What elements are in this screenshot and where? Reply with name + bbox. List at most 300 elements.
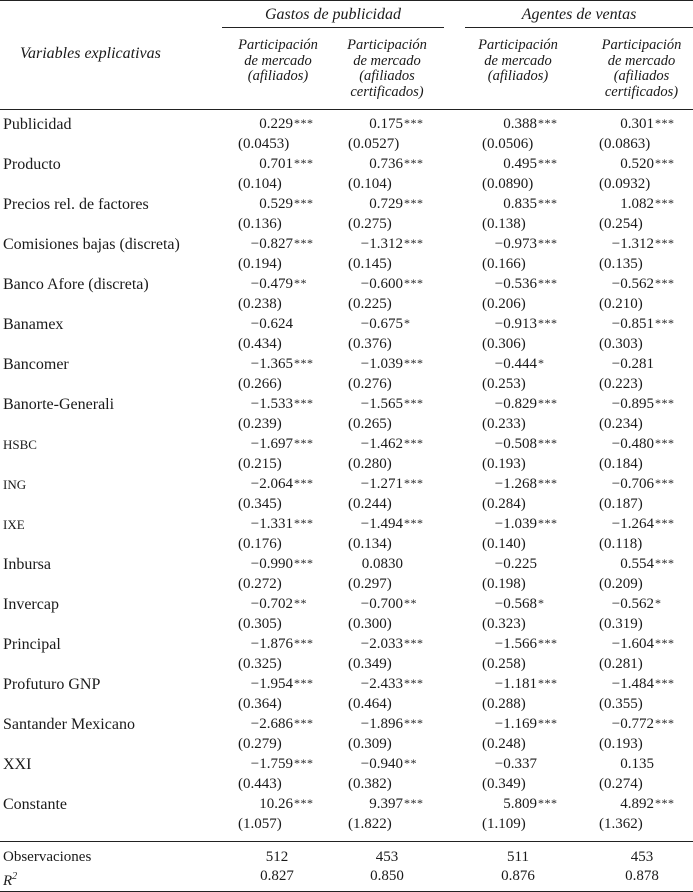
coefficient-cell <box>343 396 403 413</box>
standard-error-cell: (0.355) <box>599 696 643 712</box>
significance-stars: *** <box>538 476 558 490</box>
standard-error-cell: (0.210) <box>599 296 643 312</box>
column-header-1-line-3: (afiliados) <box>247 68 309 84</box>
coefficient-cell <box>343 276 403 293</box>
coefficient-cell <box>343 156 403 173</box>
r-squared-value: 0.827 <box>260 868 294 884</box>
coefficient-cell <box>594 396 654 413</box>
standard-error-cell: (0.104) <box>238 176 282 192</box>
standard-error-cell: (0.279) <box>238 736 282 752</box>
coefficient-cell <box>343 556 403 573</box>
coefficient-cell <box>233 596 293 613</box>
standard-error-cell: (0.234) <box>599 416 643 432</box>
coefficient-value: −0.851 <box>611 316 654 332</box>
coefficient-value: −0.562 <box>611 596 654 612</box>
significance-stars: *** <box>404 196 424 210</box>
standard-error-cell: (0.0890) <box>482 176 534 192</box>
coefficient-cell <box>477 716 537 733</box>
coefficient-value: −1.565 <box>360 396 403 412</box>
significance-stars: *** <box>655 396 675 410</box>
coefficient-value: 0.729 <box>369 196 403 212</box>
row-label: Profuturo GNP <box>3 676 101 693</box>
coefficient-value: −0.568 <box>494 596 537 612</box>
standard-error-cell: (0.272) <box>238 576 282 592</box>
row-label: Bancomer <box>3 356 69 373</box>
significance-stars: *** <box>294 236 314 250</box>
body-bottom-rule <box>0 841 693 842</box>
standard-error-cell: (0.443) <box>238 776 282 792</box>
coefficient-value: −2.686 <box>250 716 293 732</box>
coefficient-cell <box>233 396 293 413</box>
standard-error-cell: (0.233) <box>482 416 526 432</box>
coefficient-value: −0.508 <box>494 436 537 452</box>
standard-error-cell: (0.323) <box>482 616 526 632</box>
standard-error-cell: (0.275) <box>348 216 392 232</box>
significance-stars: *** <box>655 556 675 570</box>
standard-error-cell: (0.325) <box>238 656 282 672</box>
coefficient-value: −0.480 <box>611 436 654 452</box>
coefficient-cell <box>594 356 654 373</box>
coefficient-cell <box>477 556 537 573</box>
significance-stars: *** <box>655 516 675 530</box>
coefficient-cell <box>477 796 537 813</box>
standard-error-cell: (0.0506) <box>482 136 534 152</box>
column-header-1-line-2: de mercado <box>244 52 312 69</box>
significance-stars: *** <box>655 116 675 130</box>
coefficient-value: −0.225 <box>494 556 537 572</box>
significance-stars: *** <box>294 556 314 570</box>
row-label: Constante <box>3 796 67 813</box>
coefficient-cell <box>233 676 293 693</box>
significance-stars: *** <box>294 676 314 690</box>
significance-stars: * <box>538 596 545 610</box>
row-label: HSBC <box>3 437 37 452</box>
significance-stars: * <box>655 596 662 610</box>
coefficient-cell <box>594 516 654 533</box>
significance-stars: ** <box>404 596 417 610</box>
standard-error-cell: (0.349) <box>348 656 392 672</box>
group1-rule <box>222 27 444 28</box>
group-header-sales-agents: Agentes de ventas <box>521 6 637 23</box>
row-label: Banamex <box>3 316 64 333</box>
coefficient-value: 0.301 <box>620 116 654 132</box>
standard-error-cell: (0.244) <box>348 496 392 512</box>
significance-stars: *** <box>538 796 558 810</box>
column-header-4-line-3: (afiliados <box>613 68 670 84</box>
coefficient-value: 0.835 <box>503 196 537 212</box>
significance-stars: ** <box>294 596 307 610</box>
coefficient-cell <box>343 756 403 773</box>
coefficient-cell <box>477 196 537 213</box>
coefficient-value: −0.624 <box>250 316 293 332</box>
header-bottom-rule <box>0 109 693 110</box>
significance-stars: * <box>538 356 545 370</box>
coefficient-cell <box>594 596 654 613</box>
significance-stars: *** <box>294 396 314 410</box>
coefficient-cell <box>477 436 537 453</box>
coefficient-value: −1.462 <box>360 436 403 452</box>
coefficient-value: −1.896 <box>360 716 403 732</box>
standard-error-cell: (0.0863) <box>599 136 651 152</box>
coefficient-value: −1.271 <box>360 476 403 492</box>
standard-error-cell: (0.138) <box>482 216 526 232</box>
coefficient-value: −1.312 <box>611 236 654 252</box>
coefficient-value: 0.175 <box>369 116 403 132</box>
significance-stars: *** <box>404 516 424 530</box>
row-label: Banco Afore (discreta) <box>3 276 149 293</box>
standard-error-cell: (0.134) <box>348 536 392 552</box>
significance-stars: *** <box>538 236 558 250</box>
standard-error-cell: (0.319) <box>599 616 643 632</box>
standard-error-cell: (0.284) <box>482 496 526 512</box>
coefficient-cell <box>594 556 654 573</box>
coefficient-cell <box>343 356 403 373</box>
significance-stars: ** <box>294 276 307 290</box>
significance-stars: *** <box>294 516 314 530</box>
coefficient-value: −0.479 <box>250 276 293 292</box>
standard-error-cell: (0.305) <box>238 616 282 632</box>
column-header-2-line-3: (afiliados <box>359 68 415 84</box>
row-label: XXI <box>3 756 32 773</box>
significance-stars: *** <box>294 436 314 450</box>
coefficient-cell <box>233 116 293 133</box>
coefficient-cell <box>233 436 293 453</box>
significance-stars: *** <box>538 716 558 730</box>
observations-label: Observaciones <box>3 849 92 865</box>
standard-error-cell: (0.274) <box>599 776 643 792</box>
standard-error-cell: (0.239) <box>238 416 282 432</box>
group2-rule <box>465 27 693 28</box>
significance-stars: *** <box>655 636 675 650</box>
significance-stars: *** <box>404 636 424 650</box>
standard-error-cell: (0.194) <box>238 256 282 272</box>
significance-stars: *** <box>655 796 675 810</box>
standard-error-cell: (0.364) <box>238 696 282 712</box>
coefficient-value: −2.033 <box>360 636 403 652</box>
significance-stars: *** <box>404 396 424 410</box>
column-header-4-line-2: de mercado <box>607 52 676 69</box>
coefficient-cell <box>233 716 293 733</box>
significance-stars: *** <box>655 676 675 690</box>
coefficient-value: 0.229 <box>259 116 293 132</box>
coefficient-value: −0.702 <box>250 596 293 612</box>
standard-error-cell: (0.306) <box>482 336 526 352</box>
coefficient-cell <box>477 596 537 613</box>
coefficient-cell <box>594 156 654 173</box>
standard-error-cell: (0.253) <box>482 376 526 392</box>
coefficient-value: −1.331 <box>250 516 293 532</box>
significance-stars: *** <box>655 316 675 330</box>
top-rule <box>0 0 693 1</box>
coefficient-value: −0.772 <box>611 716 654 732</box>
coefficient-value: −0.281 <box>611 356 654 372</box>
coefficient-cell <box>594 716 654 733</box>
observations-value: 453 <box>375 849 399 865</box>
coefficient-cell <box>477 476 537 493</box>
significance-stars: *** <box>294 116 314 130</box>
standard-error-cell: (0.281) <box>599 656 643 672</box>
significance-stars: *** <box>538 316 558 330</box>
coefficient-cell <box>343 236 403 253</box>
coefficient-cell <box>343 116 403 133</box>
standard-error-cell: (0.209) <box>599 576 643 592</box>
coefficient-cell <box>343 476 403 493</box>
standard-error-cell: (0.0527) <box>348 136 400 152</box>
column-header-4-line-4: certificados) <box>604 83 679 100</box>
coefficient-value: −0.940 <box>360 756 403 772</box>
significance-stars: *** <box>538 156 558 170</box>
standard-error-cell: (0.345) <box>238 496 282 512</box>
significance-stars: *** <box>655 196 675 210</box>
coefficient-cell <box>477 156 537 173</box>
significance-stars: *** <box>538 276 558 290</box>
standard-error-cell: (0.288) <box>482 696 526 712</box>
standard-error-cell: (0.225) <box>348 296 392 312</box>
coefficient-cell <box>343 436 403 453</box>
significance-stars: *** <box>404 236 424 250</box>
coefficient-value: 0.701 <box>259 156 293 172</box>
coefficient-cell <box>594 236 654 253</box>
coefficient-cell <box>594 276 654 293</box>
significance-stars: *** <box>655 476 675 490</box>
coefficient-value: 4.892 <box>620 796 654 812</box>
coefficient-cell <box>594 316 654 333</box>
significance-stars: *** <box>404 436 424 450</box>
standard-error-cell: (0.248) <box>482 736 526 752</box>
coefficient-value: −0.913 <box>494 316 537 332</box>
coefficient-value: −1.181 <box>494 676 537 692</box>
row-label: Publicidad <box>3 116 72 133</box>
standard-error-cell: (0.382) <box>348 776 392 792</box>
coefficient-value: −0.600 <box>360 276 403 292</box>
coefficient-cell <box>233 196 293 213</box>
coefficient-value: −1.759 <box>250 756 293 772</box>
observations-value: 511 <box>507 849 529 865</box>
standard-error-cell: (1.362) <box>599 816 643 832</box>
standard-error-cell: (0.206) <box>482 296 526 312</box>
variables-column-header: Variables explicativas <box>20 45 161 62</box>
standard-error-cell: (0.254) <box>599 216 643 232</box>
coefficient-cell <box>233 556 293 573</box>
standard-error-cell: (0.297) <box>348 576 392 592</box>
coefficient-value: 5.809 <box>503 796 537 812</box>
r-squared-label: $R^2$ <box>3 871 18 889</box>
significance-stars: *** <box>655 236 675 250</box>
standard-error-cell: (0.184) <box>599 456 643 472</box>
coefficient-value: 0.135 <box>620 756 654 772</box>
significance-stars: *** <box>538 676 558 690</box>
coefficient-value: −1.876 <box>250 636 293 652</box>
significance-stars: *** <box>294 476 314 490</box>
r-squared-value: 0.878 <box>625 868 659 884</box>
coefficient-cell <box>233 796 293 813</box>
significance-stars: *** <box>538 636 558 650</box>
coefficient-cell <box>343 796 403 813</box>
coefficient-value: 9.397 <box>369 796 403 812</box>
coefficient-value: −0.337 <box>494 756 537 772</box>
significance-stars: *** <box>655 716 675 730</box>
significance-stars: *** <box>404 276 424 290</box>
significance-stars: *** <box>294 796 314 810</box>
coefficient-value: −1.365 <box>250 356 293 372</box>
column-header-3-line-1: Participación <box>478 37 558 53</box>
coefficient-value: −1.039 <box>494 516 537 532</box>
coefficient-cell <box>477 516 537 533</box>
standard-error-cell: (0.176) <box>238 536 282 552</box>
significance-stars: *** <box>404 356 424 370</box>
coefficient-cell <box>343 636 403 653</box>
significance-stars: *** <box>294 756 314 770</box>
coefficient-cell <box>343 196 403 213</box>
coefficient-cell <box>233 636 293 653</box>
coefficient-cell <box>233 356 293 373</box>
coefficient-value: −0.562 <box>611 276 654 292</box>
significance-stars: *** <box>538 516 558 530</box>
significance-stars: ** <box>404 756 417 770</box>
coefficient-cell <box>233 316 293 333</box>
coefficient-cell <box>343 596 403 613</box>
standard-error-cell: (0.198) <box>482 576 526 592</box>
coefficient-value: 0.520 <box>620 156 654 172</box>
column-header-1-line-1: Participación <box>238 37 318 53</box>
standard-error-cell: (0.464) <box>348 696 392 712</box>
significance-stars: *** <box>404 716 424 730</box>
significance-stars: *** <box>538 196 558 210</box>
row-label: Comisiones bajas (discreta) <box>3 236 180 253</box>
standard-error-cell: (0.258) <box>482 656 526 672</box>
coefficient-value: −1.604 <box>611 636 654 652</box>
coefficient-cell <box>477 396 537 413</box>
coefficient-cell <box>343 316 403 333</box>
coefficient-value: 0.529 <box>259 196 293 212</box>
standard-error-cell: (1.057) <box>238 816 282 832</box>
coefficient-value: −1.264 <box>611 516 654 532</box>
coefficient-cell <box>477 276 537 293</box>
column-header-4-line-1: Participación <box>601 37 682 53</box>
coefficient-value: 0.0830 <box>361 556 403 572</box>
r-squared-value: 0.850 <box>370 868 404 884</box>
row-label: Precios rel. de factores <box>3 196 149 213</box>
standard-error-cell: (0.376) <box>348 336 392 352</box>
coefficient-cell <box>594 116 654 133</box>
coefficient-cell <box>594 436 654 453</box>
group-header-advertising: Gastos de publicidad <box>265 6 401 23</box>
coefficient-cell <box>343 676 403 693</box>
standard-error-cell: (0.223) <box>599 376 643 392</box>
significance-stars: *** <box>294 356 314 370</box>
standard-error-cell: (0.104) <box>348 176 392 192</box>
significance-stars: *** <box>294 196 314 210</box>
coefficient-cell <box>594 756 654 773</box>
row-label: Invercap <box>3 596 59 613</box>
standard-error-cell: (0.136) <box>238 216 282 232</box>
standard-error-cell: (0.193) <box>599 736 643 752</box>
standard-error-cell: (0.187) <box>599 496 643 512</box>
row-label: Inbursa <box>3 556 51 573</box>
coefficient-cell <box>594 796 654 813</box>
column-header-2-line-2: de mercado <box>353 52 421 69</box>
standard-error-cell: (0.309) <box>348 736 392 752</box>
standard-error-cell: (0.349) <box>482 776 526 792</box>
standard-error-cell: (0.118) <box>599 536 643 552</box>
coefficient-value: 1.082 <box>620 196 654 212</box>
r-squared-value: 0.876 <box>501 868 535 884</box>
coefficient-cell <box>594 676 654 693</box>
coefficient-value: −0.444 <box>494 356 537 372</box>
standard-error-cell: (0.135) <box>599 256 643 272</box>
significance-stars: *** <box>404 676 424 690</box>
coefficient-cell <box>477 116 537 133</box>
coefficient-cell <box>233 476 293 493</box>
coefficient-value: −0.829 <box>494 396 537 412</box>
significance-stars: *** <box>404 156 424 170</box>
standard-error-cell: (0.238) <box>238 296 282 312</box>
standard-error-cell: (0.276) <box>348 376 392 392</box>
column-header-3-line-2: de mercado <box>484 52 552 69</box>
standard-error-cell: (0.145) <box>348 256 392 272</box>
coefficient-value: −2.433 <box>360 676 403 692</box>
column-header-3-line-3: (afiliados) <box>487 68 549 84</box>
significance-stars: *** <box>655 436 675 450</box>
coefficient-cell <box>477 236 537 253</box>
significance-stars: *** <box>655 156 675 170</box>
coefficient-cell <box>343 716 403 733</box>
standard-error-cell: (0.0453) <box>238 136 290 152</box>
coefficient-value: −1.484 <box>611 676 654 692</box>
coefficient-cell <box>594 476 654 493</box>
standard-error-cell: (0.0932) <box>599 176 651 192</box>
significance-stars: * <box>404 316 411 330</box>
observations-value: 453 <box>630 849 654 865</box>
coefficient-cell <box>233 236 293 253</box>
significance-stars: *** <box>294 716 314 730</box>
coefficient-cell <box>233 276 293 293</box>
coefficient-cell <box>233 156 293 173</box>
coefficient-value: −1.494 <box>360 516 403 532</box>
coefficient-value: 0.495 <box>503 156 537 172</box>
row-label: Producto <box>3 156 61 173</box>
standard-error-cell: (0.303) <box>599 336 643 352</box>
coefficient-cell <box>233 516 293 533</box>
coefficient-value: −0.706 <box>611 476 654 492</box>
coefficient-cell <box>477 316 537 333</box>
coefficient-value: −0.827 <box>250 236 293 252</box>
row-label: ING <box>3 477 27 492</box>
significance-stars: *** <box>294 636 314 650</box>
standard-error-cell: (0.215) <box>238 456 282 472</box>
standard-error-cell: (0.434) <box>238 336 282 352</box>
coefficient-value: −0.973 <box>494 236 537 252</box>
significance-stars: *** <box>538 396 558 410</box>
coefficient-cell <box>477 756 537 773</box>
significance-stars: *** <box>655 276 675 290</box>
standard-error-cell: (0.266) <box>238 376 282 392</box>
significance-stars: *** <box>404 116 424 130</box>
significance-stars: *** <box>294 156 314 170</box>
standard-error-cell: (0.140) <box>482 536 526 552</box>
coefficient-cell <box>343 516 403 533</box>
coefficient-value: −2.064 <box>250 476 293 492</box>
coefficient-value: −0.700 <box>360 596 403 612</box>
standard-error-cell: (0.166) <box>482 256 526 272</box>
row-label: IXE <box>3 517 25 532</box>
standard-error-cell: (0.265) <box>348 416 392 432</box>
coefficient-value: 0.736 <box>369 156 403 172</box>
standard-error-cell: (1.109) <box>482 816 526 832</box>
coefficient-value: −0.536 <box>494 276 537 292</box>
coefficient-value: −1.268 <box>494 476 537 492</box>
significance-stars: *** <box>404 476 424 490</box>
